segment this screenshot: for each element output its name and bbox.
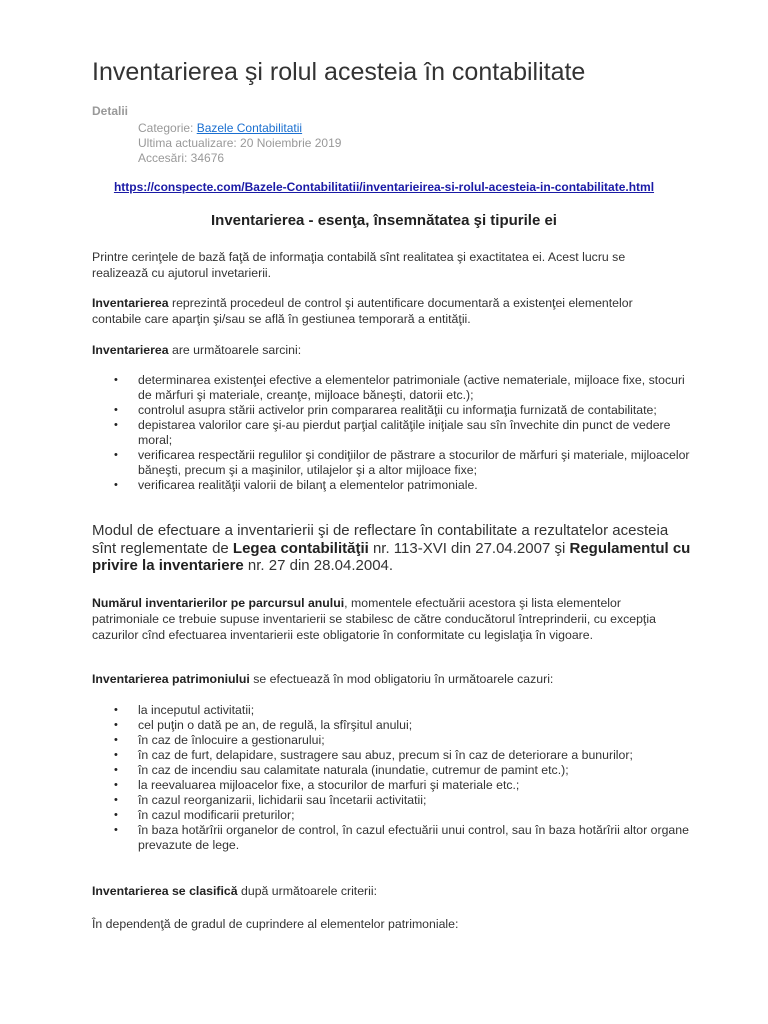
details-heading: Detalii	[92, 104, 129, 118]
list-item: • în cazul modificarii preturilor;	[92, 808, 692, 823]
list-item: • în caz de înlocuire a gestionarului;	[92, 733, 692, 748]
mandatory-cases-intro	[92, 671, 672, 687]
category-link[interactable]: Bazele Contabilitatii	[196, 121, 303, 135]
law-name: Legea contabilităţii	[232, 539, 369, 557]
frequency-text: , momentele efectuării acestora şi lista elementelor patrimoniale ce trebuie supuse inventarierii se stabilesc de către conducătorul întreprinderii, cu excepţia cazurilor cînd efectuarea inventarierii este obligatorie în conformitate cu legislaţia în vigoare.	[92, 596, 656, 642]
tasks-intro	[92, 342, 672, 358]
intro-paragraph: Printre cerinţele de bază faţă de informaţia contabilă sînt realitatea şi exactitatea ei. Acest lucru se realizează cu ajutorul invetarierii.	[92, 250, 626, 280]
tasks-list	[92, 373, 692, 493]
mandatory-intro-text: se efectuează în mod obligatoriu în următoarele cazuri:	[249, 672, 554, 686]
list-item: • la reevaluarea mijloacelor fixe, a stocurilor de marfuri şi materiale etc.;	[92, 778, 692, 793]
list-item: • verificarea respectării regulilor şi condiţiilor de păstrare a stocurilor de mărfuri şi materiale, mijloacelor băneşti, precum şi a maşinilor, utilajelor şi a altor mijloace fixe;	[92, 448, 692, 478]
classification-criterion: În dependenţă de gradul de cuprindere al elementelor patrimoniale:	[92, 917, 459, 931]
category-line	[138, 121, 302, 135]
list-item: • la inceputul activitatii;	[92, 703, 692, 718]
list-item: • determinarea existenţei efective a elementelor patrimoniale (active nemateriale, mijloace fixe, stocuri de mărfuri şi materiale, creanţe, mijloace băneşti, datorii etc.);	[92, 373, 692, 403]
section-title: Inventarierea - esenţa, însemnătatea şi tipurile ei	[211, 212, 557, 229]
definition-paragraph	[92, 295, 672, 327]
last-updated: Ultima actualizare: 20 Noiembrie 2019	[138, 136, 342, 150]
definition-text: reprezintă procedeul de control şi autentificare documentară a existenţei elementelor contabile care aparţin şi/sau se află în gestiunea temporară a entităţii.	[92, 296, 633, 326]
definition-term: Inventarierea	[92, 296, 169, 310]
legal-text-2: a inventarierii şi de reflectare în contabilitate a rezultatelor acesteia sînt reglementate de	[92, 522, 669, 557]
category-prefix: Categorie:	[138, 121, 197, 135]
list-item: • în caz de incendiu sau calamitate naturala (inundatie, cutremur de pamint etc.);	[92, 763, 692, 778]
classification-text: după următoarele criterii:	[237, 884, 378, 898]
list-item: • cel puţin o dată pe an, de regulă, la sfîrşitul anului;	[92, 718, 692, 733]
tasks-term: Inventarierea	[92, 343, 169, 357]
frequency-term: Numărul inventarierilor pe parcursul anului	[92, 596, 345, 610]
article-title: Inventarierea şi rolul acesteia în contabilitate	[92, 58, 586, 86]
mandatory-term: Inventarierea patrimoniului	[92, 672, 250, 686]
legal-basis-paragraph	[92, 522, 692, 575]
tasks-intro-text: are următoarele sarcini:	[168, 343, 302, 357]
list-item: • în cazul reorganizarii, lichidarii sau încetarii activitatii;	[92, 793, 692, 808]
legal-text-1: Modul de efectuare	[92, 522, 221, 539]
legal-text-3: nr. 113-XVI din 27.04.2007 şi	[368, 539, 570, 557]
hits-count: Accesări: 34676	[138, 151, 225, 165]
cases-list	[92, 703, 692, 853]
classification-intro	[92, 883, 672, 899]
list-item: • în caz de furt, delapidare, sustragere sau abuz, precum si în caz de deteriorare a bunurilor;	[92, 748, 692, 763]
list-item: • controlul asupra stării activelor prin compararea realităţii cu informaţia furnizată de contabilitate;	[92, 403, 692, 418]
classification-term: Inventarierea se clasifică	[92, 884, 238, 898]
regulation-name: Regulamentul cu privire la inventariere	[92, 539, 691, 574]
legal-text-4: nr. 27 din 28.04.2004.	[243, 557, 394, 574]
list-item: • depistarea valorilor care şi-au pierdut parţial calităţile iniţiale sau sîn învechite din punct de vedere moral;	[92, 418, 692, 448]
frequency-paragraph	[92, 595, 672, 643]
list-item: • verificarea realităţii valorii de bilanţ a elementelor patrimoniale.	[92, 478, 692, 493]
source-link[interactable]: https://conspecte.com/Bazele-Contabilitatii/inventarieirea-si-rolul-acesteia-in-contabilitate.html	[113, 180, 655, 194]
list-item: • în baza hotărîrii organelor de control, în cazul efectuării unui control, sau în baza hotărîrii altor organe prevazute de lege.	[92, 823, 692, 853]
